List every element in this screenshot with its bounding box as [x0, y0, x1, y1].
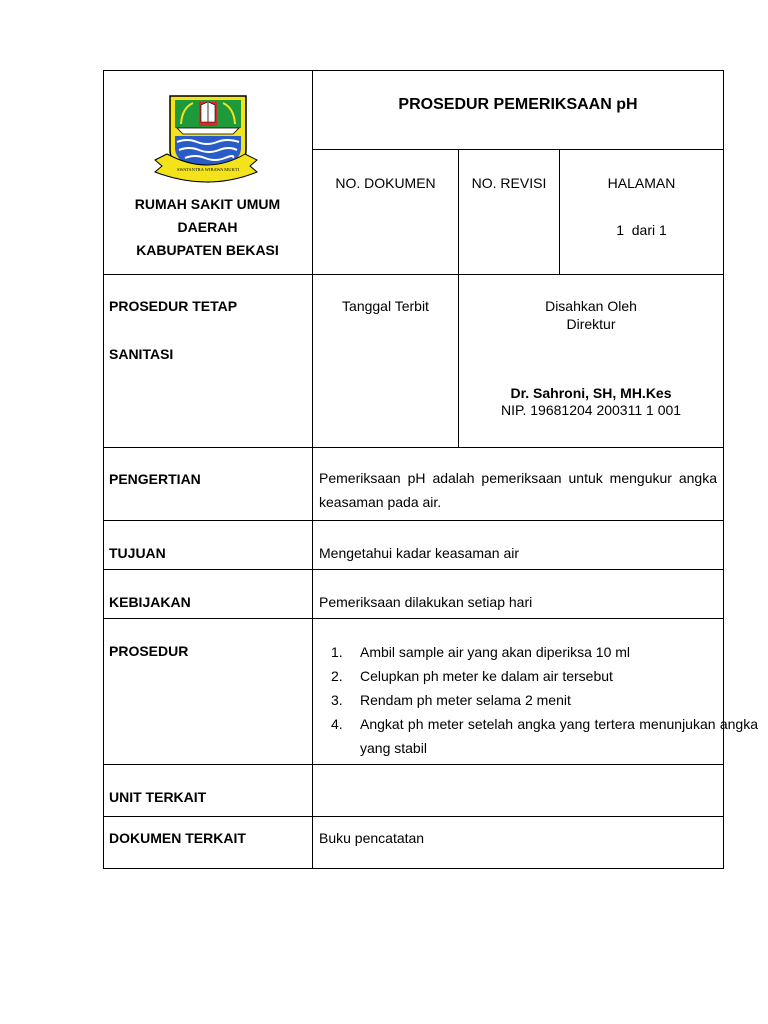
divider-dokumen-revisi: [458, 149, 459, 274]
document-title: PROSEDUR PEMERIKSAAN pH: [398, 96, 638, 113]
tujuan-label: TUJUAN: [109, 545, 166, 561]
signer-name: Dr. Sahroni, SH, MH.Kes: [510, 385, 672, 401]
hospital-name-line1: RUMAH SAKIT UMUM: [134, 196, 281, 212]
step-number: 4.: [331, 716, 343, 732]
disahkan-oleh: Disahkan Oleh: [545, 298, 637, 314]
table-border-top: [103, 70, 724, 71]
disahkan-jabatan: Direktur: [566, 316, 616, 332]
divider-kebijakan: [103, 618, 724, 619]
pengertian-text: Pemeriksaan pH adalah pemeriksaan untuk mengukur angka keasaman pada air.: [319, 470, 717, 510]
hospital-name-line2: DAERAH: [177, 219, 238, 235]
step-text: Rendam ph meter selama 2 menit: [360, 692, 571, 708]
kebijakan-text: Pemeriksaan dilakukan setiap hari: [319, 594, 533, 610]
divider-protap: [103, 447, 724, 448]
signer-nip: NIP. 19681204 200311 1 001: [500, 402, 682, 418]
unit-terkait-label: UNIT TERKAIT: [109, 789, 207, 805]
dokumen-terkait-text: Buku pencatatan: [319, 830, 425, 846]
divider-revisi-halaman: [559, 149, 560, 274]
tanggal-terbit-label: Tanggal Terbit: [342, 298, 429, 314]
divider-unit: [103, 816, 724, 817]
step-number: 2.: [331, 668, 343, 684]
prosedur-label: PROSEDUR: [109, 643, 189, 659]
divider-tujuan: [103, 569, 724, 570]
halaman-label: HALAMAN: [607, 175, 676, 191]
list-item: [331, 688, 758, 712]
step-number: 3.: [331, 692, 343, 708]
list-item: [331, 664, 758, 688]
divider-prosedur: [103, 764, 724, 765]
divider-header: [103, 274, 724, 275]
divider-pengertian: [103, 520, 724, 521]
list-item: [331, 712, 758, 760]
sanitasi-label: SANITASI: [109, 346, 174, 362]
step-text: Angkat ph meter setelah angka yang tertera menunjukan angka yang stabil: [360, 716, 758, 756]
hospital-name-line3: KABUPATEN BEKASI: [136, 242, 279, 258]
kebijakan-label: KEBIJAKAN: [109, 594, 191, 610]
table-border-bottom: [103, 868, 724, 869]
step-text: Celupkan ph meter ke dalam air tersebut: [360, 668, 613, 684]
step-text: Ambil sample air yang akan diperiksa 10 ml: [360, 644, 631, 660]
dokumen-terkait-label: DOKUMEN TERKAIT: [109, 830, 246, 846]
prosedur-steps: [319, 640, 758, 760]
no-revisi-label: NO. REVISI: [471, 175, 547, 191]
step-number: 1.: [331, 644, 343, 660]
tujuan-text: Mengetahui kadar keasaman air: [319, 545, 520, 561]
list-item: [331, 640, 758, 664]
prosedur-tetap-label: PROSEDUR TETAP: [109, 298, 238, 314]
pengertian-label: PENGERTIAN: [109, 471, 201, 487]
no-dokumen-label: NO. DOKUMEN: [335, 175, 436, 191]
sop-document: [103, 70, 758, 869]
svg-text:SWATANTRA WIBAWA MUKTI: SWATANTRA WIBAWA MUKTI: [177, 167, 239, 172]
divider-title: [312, 149, 724, 150]
kabupaten-bekasi-emblem: [153, 92, 259, 187]
table-border-left: [103, 70, 104, 869]
halaman-value: 1 dari 1: [616, 222, 667, 238]
